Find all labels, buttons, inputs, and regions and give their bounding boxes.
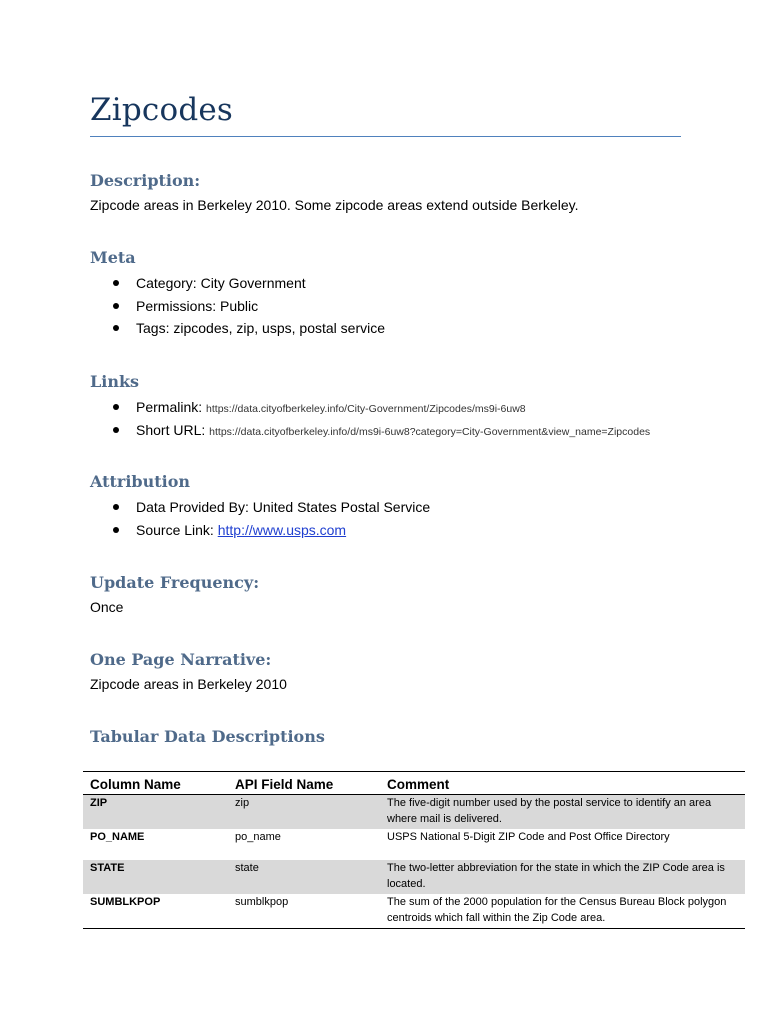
source-link-label: Source Link: [136,521,214,538]
table-row [83,795,745,830]
meta-category: Category: City Government [136,275,306,291]
column-header: Comment [380,772,745,795]
update-frequency-heading: Update Frequency: [90,573,260,592]
links-heading: Links [90,372,140,391]
bullet-icon [113,303,119,309]
source-link[interactable]: http://www.usps.com [217,521,347,538]
short-url-link[interactable]: https://data.cityofberkeley.info/d/ms9i-6uw8?category=City-Government&view_name=Zipcodes [209,425,651,438]
short-url-label: Short URL: [136,421,206,438]
table-row [83,894,745,929]
meta-tags: Tags: zipcodes, zip, usps, postal service [136,320,386,336]
column-name-cell: STATE [83,860,228,894]
meta-permissions: Permissions: Public [136,297,259,314]
provided-by: Data Provided By: United States Postal Service [136,499,431,515]
description-heading: Description: [90,171,201,190]
tabular-heading: Tabular Data Descriptions [90,727,325,746]
api-field-cell: po_name [235,831,281,843]
attribution-list [113,498,430,543]
api-field-cell: state [228,860,380,894]
table-row [83,860,745,894]
narrative-text: Zipcode areas in Berkeley 2010 [90,676,287,692]
list-item [113,398,650,421]
description-text: Zipcode areas in Berkeley 2010. Some zipcode areas extend outside Berkeley. [90,197,579,213]
column-header: API Field Name [228,772,380,795]
meta-list [113,274,385,342]
table-row [83,829,745,860]
column-name-cell: ZIP [83,795,228,830]
bullet-icon [113,504,119,510]
list-item [113,319,385,342]
comment-cell: The five-digit number used by the postal service to identify an area where mail is delivered. [380,795,745,830]
permalink-url[interactable]: https://data.cityofberkeley.info/City-Government/Zipcodes/ms9i-6uw8 [206,403,526,415]
update-frequency-text: Once [90,599,124,615]
document-title: Zipcodes [90,92,234,128]
comment-cell: USPS National 5-Digit ZIP Code and Post Office Directory [387,831,670,843]
comment-cell: The sum of the 2000 population for the Census Bureau Block polygon centroids which fall within the Zip Code area. [380,894,745,929]
meta-heading: Meta [90,248,136,267]
api-field-cell: sumblkpop [228,894,380,929]
narrative-heading: One Page Narrative: [90,650,272,669]
api-field-cell: zip [228,795,380,830]
list-item [113,421,650,444]
title-rule [90,136,681,137]
links-list [113,398,650,443]
bullet-icon [113,527,119,533]
bullet-icon [113,325,119,331]
attribution-heading: Attribution [90,472,191,491]
list-item [113,274,385,297]
bullet-icon [113,280,119,286]
column-name-cell: PO_NAME [90,831,145,843]
table-header-row [83,772,745,795]
column-name-cell: SUMBLKPOP [83,894,228,929]
field-table [83,771,745,929]
permalink-label: Permalink: [136,399,203,415]
bullet-icon [113,404,119,410]
column-header: Column Name [83,772,228,795]
comment-cell: The two-letter abbreviation for the state in which the ZIP Code area is located. [380,860,745,894]
list-item [113,498,430,521]
list-item [113,297,385,320]
bullet-icon [113,427,119,433]
list-item [113,521,430,544]
